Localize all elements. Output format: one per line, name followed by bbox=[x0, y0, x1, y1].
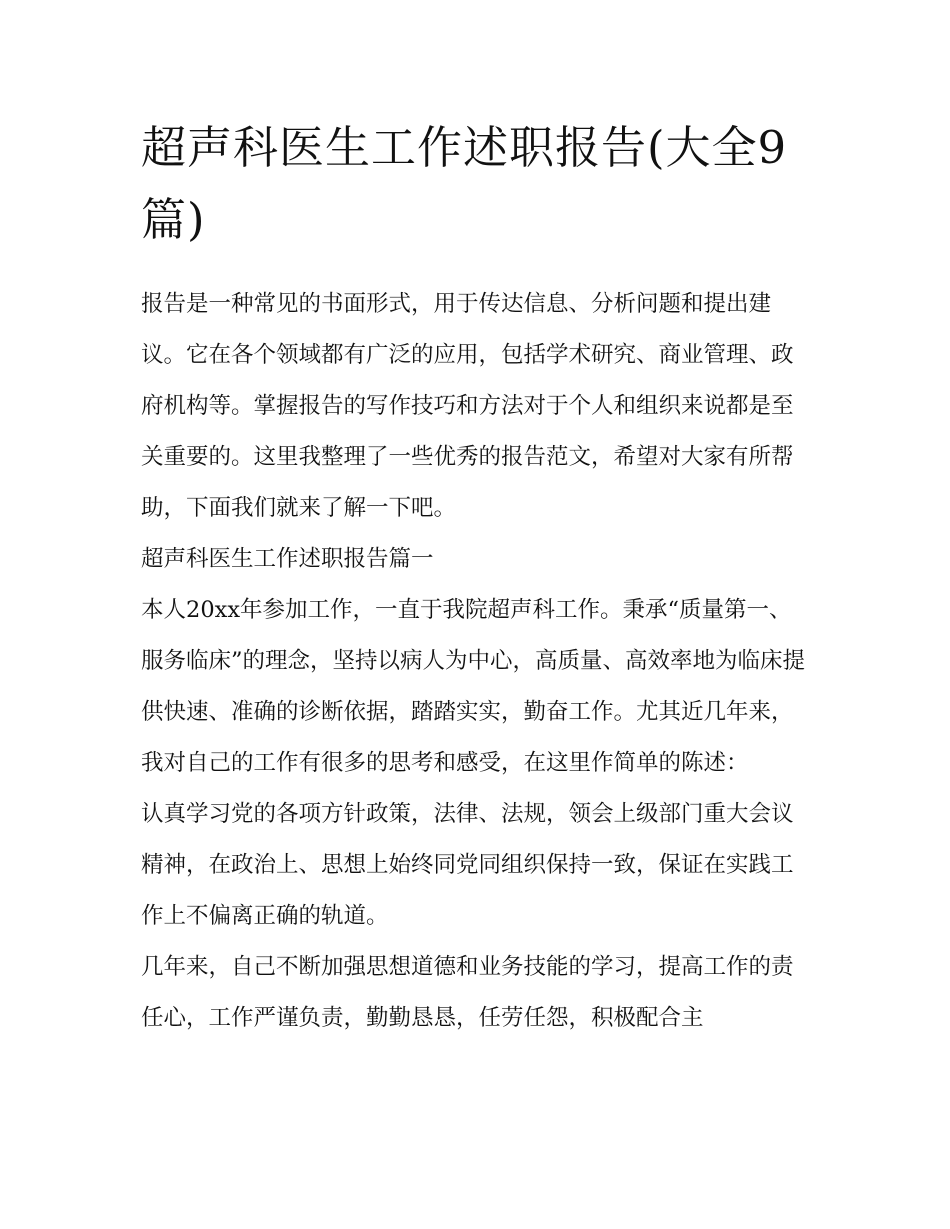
section-heading: 超声科医生工作述职报告篇一 bbox=[141, 546, 434, 572]
intro-paragraph: 报告是一种常见的书面形式，用于传达信息、分析问题和提出建议。它在各个领域都有广泛的应用，包括学术研究、商业管理、政府机构等。掌握报告的写作技巧和方法对于个人和组织来说都是至关重要的。这里我整理了一些优秀的报告范文，希望对大家有所帮助，下面我们就来了解一下吧。 bbox=[141, 291, 794, 521]
document-content bbox=[141, 112, 813, 1044]
body-paragraph: 几年来，自己不断加强思想道德和业务技能的学习，提高工作的责任心，工作严谨负责，勤勤恳恳，任劳任怨，积极配合主 bbox=[141, 954, 794, 1031]
document-title: 超声科医生工作述职报告(大全9篇) bbox=[141, 121, 788, 246]
body-paragraph: 本人20xx年参加工作，一直于我院超声科工作。秉承“质量第一、服务临床”的理念，坚持以病人为中心，高质量、高效率地为临床提供快速、准确的诊断依据，踏踏实实，勤奋工作。尤其近几年来，我对自己的工作有很多的思考和感受，在这里作简单的陈述： bbox=[141, 597, 806, 776]
body-paragraph: 认真学习党的各项方针政策，法律、法规，领会上级部门重大会议精神，在政治上、思想上始终同党同组织保持一致，保证在实践工作上不偏离正确的轨道。 bbox=[141, 801, 794, 929]
